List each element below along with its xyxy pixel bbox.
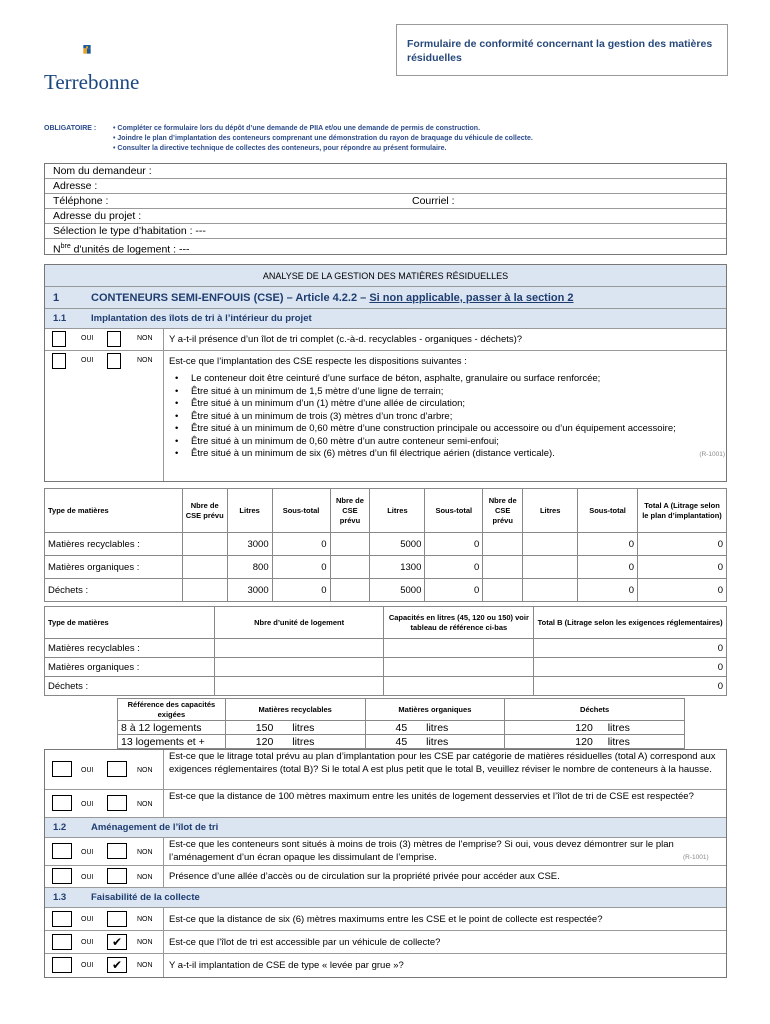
table-row [118, 721, 685, 735]
table-row [45, 579, 727, 602]
table-cell: 800 [227, 556, 272, 579]
non-label: NON [137, 962, 153, 969]
obligatoire-item: • Joindre le plan d’implantation des conteneurs comprenant une démonstration du rayon de braquage du véhicule de collecte. [113, 135, 533, 142]
table-cell: 0 [578, 556, 638, 579]
section-1-3-header [45, 888, 726, 908]
section-1-3-title: Faisabilité de la collecte [91, 892, 200, 903]
oui-label: OUI [81, 801, 94, 808]
table-cell: 0 [638, 533, 727, 556]
table-header: Nbre d’unité de logement [214, 607, 384, 639]
table-cell: 5000 [370, 533, 425, 556]
input-cell[interactable] [330, 579, 370, 602]
list-item: • Être situé à un minimum de six (6) mètres d’un fil électrique aérien (distance verticale). (R-1001) [171, 448, 711, 461]
table-cell [225, 735, 365, 749]
table-cell: 13 logements et + [118, 735, 226, 749]
oui-label: OUI [81, 939, 94, 946]
table-cell [505, 721, 685, 735]
telephone-label: Téléphone : [53, 195, 109, 207]
question-row [45, 351, 726, 481]
table-cell: 0 [534, 639, 727, 658]
table-cell: 0 [578, 579, 638, 602]
reference-table [117, 698, 685, 749]
table-cell: Matières organiques : [45, 556, 183, 579]
oui-checkbox[interactable] [52, 868, 72, 884]
oui-checkbox[interactable] [52, 795, 72, 811]
obligatoire-label: OBLIGATOIRE : [44, 125, 97, 132]
nbre-suffix: d'unités de logement : --- [70, 243, 190, 256]
section-1-number: 1 [53, 292, 60, 304]
table-cell: Déchets : [45, 677, 215, 696]
table-cell: 8 à 12 logements [118, 721, 226, 735]
table-header: Sous-total [578, 489, 638, 533]
input-cell[interactable] [384, 639, 534, 658]
input-cell[interactable] [214, 639, 384, 658]
question-row [45, 866, 726, 888]
table-cell: 0 [425, 556, 483, 579]
table-header: Matières organiques [365, 699, 505, 721]
oui-label: OUI [81, 916, 94, 923]
table-header-row [45, 489, 727, 533]
list-item-text: Être situé à un minimum de 0,60 mètre d’une construction principale ou accessoire ou d’un équipement accessoire; [191, 423, 676, 434]
non-label: NON [137, 357, 153, 364]
table-header: Total B (Litrage selon les exigences réglementaires) [534, 607, 727, 639]
table-cell: 0 [638, 579, 727, 602]
list-item-text: Être situé à un minimum de 0,60 mètre d’un autre conteneur semi-enfoui; [191, 435, 499, 447]
nbre-sup: bre [60, 243, 71, 250]
input-cell[interactable] [483, 533, 523, 556]
question-text: Est-ce que le litrage total prévu au plan d’implantation pour les CSE par catégorie de matières résiduelles (total A) correspond aux exigences réglementaires (total B)? Si le total A est plus petit que le total B, veuillez réviser le nombre de conteneurs à la hausse. [169, 751, 716, 775]
input-cell[interactable] [523, 579, 578, 602]
list-item-text: Être situé à un minimum de 1,5 mètre d’une ligne de terrain; [191, 385, 444, 397]
telephone-field[interactable] [45, 194, 726, 209]
value: 45 [395, 721, 408, 734]
question-text: Présence d’une allée d’accès ou de circulation sur la propriété privée pour accéder aux CSE. [169, 871, 560, 882]
table-cell: 0 [272, 556, 330, 579]
table-cell: 0 [534, 677, 727, 696]
non-label: NON [137, 939, 153, 946]
table-cell: 0 [272, 533, 330, 556]
oui-checkbox[interactable] [52, 331, 66, 347]
input-cell[interactable] [330, 556, 370, 579]
non-checkbox[interactable]: ✔ [107, 957, 127, 973]
non-checkbox[interactable] [107, 868, 127, 884]
oui-checkbox[interactable] [52, 761, 72, 777]
unites-logement-select[interactable] [45, 239, 726, 254]
oui-label: OUI [81, 962, 94, 969]
section-1-header [45, 287, 726, 309]
non-label: NON [137, 849, 153, 856]
reference-code: (R-1001) [699, 451, 725, 458]
value: 120 [575, 721, 593, 734]
non-label: NON [137, 801, 153, 808]
question-text: Est-ce que la distance de 100 mètres maximum entre les unités de logement desservies et l’îlot de tri de CSE est respectée? [169, 791, 694, 802]
unit: litres [607, 735, 630, 748]
unit: litres [292, 735, 315, 748]
reference-code: (R-1001) [683, 854, 709, 861]
oui-label: OUI [81, 357, 94, 364]
answer-cell [45, 750, 164, 789]
question-text: Est-ce que l’implantation des CSE respecte les dispositions suivantes : [169, 356, 467, 367]
analyse-title: ANALYSE DE LA GESTION DES MATIÈRES RÉSIDUELLES [45, 265, 726, 287]
table-cell: 0 [272, 579, 330, 602]
input-cell[interactable] [384, 658, 534, 677]
input-cell[interactable] [214, 658, 384, 677]
question-text: Est-ce que les conteneurs sont situés à moins de trois (3) mètres de l’emprise? Si oui, vous devez démontrer sur le plan l’aménagement d’un écran opaque les dissimulant de l’emprise. [169, 839, 674, 863]
type-habitation-select[interactable] [45, 224, 726, 239]
non-checkbox[interactable] [107, 795, 127, 811]
non-checkbox[interactable] [107, 331, 121, 347]
table-cell: 3000 [227, 579, 272, 602]
list-item-text: Être situé à un minimum de trois (3) mètres d’un tronc d’arbre; [191, 410, 453, 422]
table-row [45, 639, 727, 658]
unit: litres [426, 735, 449, 748]
answer-cell [45, 866, 164, 887]
section-1-2-header [45, 818, 726, 838]
table-b [44, 606, 727, 696]
section-1-2-title: Aménagement de l’îlot de tri [91, 822, 219, 833]
value: 150 [255, 721, 274, 734]
table-header: Litres [370, 489, 425, 533]
answer-cell [45, 954, 164, 977]
unit: litres [607, 721, 630, 734]
question-text: Est-ce que l’îlot de tri est accessible par un véhicule de collecte? [169, 937, 441, 948]
table-header: Total A (Litrage selon le plan d’implantation) [638, 489, 727, 533]
list-item-text: Être situé à un minimum de six (6) mètres d’un fil électrique aérien (distance verticale). [191, 448, 555, 459]
table-header-row [45, 607, 727, 639]
table-header: Litres [227, 489, 272, 533]
logo-text: Terrebonne [44, 70, 140, 94]
table-cell [365, 721, 505, 735]
list-item-text: Être situé à un minimum d’un (1) mètre d’une allée de circulation; [191, 398, 466, 409]
answer-cell [45, 908, 164, 930]
bottom-questions [44, 749, 727, 978]
input-cell[interactable] [483, 556, 523, 579]
table-cell: 0 [534, 658, 727, 677]
table-header: Nbre de CSE prévu [483, 489, 523, 533]
input-cell[interactable] [330, 533, 370, 556]
form-title: Formulaire de conformité concernant la gestion des matières résiduelles [396, 24, 728, 76]
table-cell [365, 735, 505, 749]
table-header: Type de matières [45, 489, 183, 533]
value: 120 [255, 735, 274, 748]
table-cell [225, 721, 365, 735]
value: 120 [575, 735, 593, 748]
table-cell: 0 [578, 533, 638, 556]
section-1-1-header [45, 309, 726, 329]
dispositions-list [171, 373, 725, 461]
table-cell: Matières recyclables : [45, 533, 183, 556]
non-label: NON [137, 335, 153, 342]
list-item: • Être situé à un minimum d’un (1) mètre d’une allée de circulation; [175, 398, 466, 409]
question-row [45, 908, 726, 931]
list-item: • Être situé à un minimum de 0,60 mètre d’une construction principale ou accessoire ou d’un équipement accessoire; [175, 423, 676, 434]
unit: litres [426, 721, 449, 734]
table-row [45, 556, 727, 579]
non-label: NON [137, 874, 153, 881]
question-row [45, 790, 726, 818]
non-label: NON [137, 916, 153, 923]
section-1-3-number: 1.3 [53, 892, 67, 903]
table-row [45, 677, 727, 696]
table-cell: Matières organiques : [45, 658, 215, 677]
table-cell: 0 [425, 579, 483, 602]
table-row [45, 533, 727, 556]
table-row [45, 658, 727, 677]
section-1-1-number: 1.1 [53, 313, 67, 324]
non-checkbox[interactable] [107, 761, 127, 777]
table-row [118, 735, 685, 749]
value: 45 [395, 735, 408, 748]
section-1-2-number: 1.2 [53, 822, 67, 833]
table-header: Nbre de CSE prévu [330, 489, 370, 533]
table-header-row [118, 699, 685, 721]
table-header: Capacités en litres (45, 120 ou 150) voir tableau de référence ci-bas [384, 607, 534, 639]
oui-label: OUI [81, 874, 94, 881]
table-cell: 1300 [370, 556, 425, 579]
question-row [45, 750, 726, 790]
adresse-field[interactable] [45, 179, 726, 194]
list-item: • Le conteneur doit être ceinturé d’une surface de béton, asphalte, granulaire ou surface renforcée; [175, 373, 601, 384]
list-item: • Être situé à un minimum de 0,60 mètre d’un autre conteneur semi-enfoui; [175, 435, 499, 447]
table-cell: Déchets : [45, 579, 183, 602]
oui-label: OUI [81, 335, 94, 342]
input-cell[interactable] [182, 556, 227, 579]
section-1-title-text: CONTENEURS SEMI-ENFOUIS (CSE) – Article 4.2.2 – [91, 292, 370, 304]
question-row [45, 329, 726, 351]
oui-checkbox[interactable] [52, 911, 72, 927]
table-header: Sous-total [272, 489, 330, 533]
question-text: Y a-t-il présence d’un îlot de tri complet (c.-à-d. recyclables - organiques - déchets)? [169, 334, 523, 345]
non-checkbox[interactable]: ✔ [107, 934, 127, 950]
table-header: Nbre de CSE prévu [182, 489, 227, 533]
table-cell: 0 [638, 556, 727, 579]
section-1-title [91, 287, 574, 309]
answer-cell [45, 351, 164, 481]
input-cell[interactable] [483, 579, 523, 602]
analyse-section [44, 264, 727, 482]
unit: litres [292, 721, 315, 734]
table-header: Sous-total [425, 489, 483, 533]
table-cell: 3000 [227, 533, 272, 556]
table-header: Litres [523, 489, 578, 533]
nom-label: Nom du demandeur : [53, 165, 152, 177]
list-item: • Être situé à un minimum de 1,5 mètre d’une ligne de terrain; [175, 385, 444, 397]
input-cell[interactable] [384, 677, 534, 696]
input-cell[interactable] [182, 579, 227, 602]
non-checkbox[interactable] [107, 911, 127, 927]
courriel-label: Courriel : [412, 195, 455, 207]
table-header: Matières recyclables [225, 699, 365, 721]
input-cell[interactable] [182, 533, 227, 556]
skip-section-link[interactable]: Si non applicable, passer à la section 2 [369, 292, 574, 304]
obligatoire-item: • Consulter la directive technique de collectes des conteneurs, pour répondre au présent formulaire. [113, 145, 447, 152]
input-cell[interactable] [523, 556, 578, 579]
list-item-text: Le conteneur doit être ceinturé d’une surface de béton, asphalte, granulaire ou surface renforcée; [191, 373, 601, 384]
list-item: • Être situé à un minimum de trois (3) mètres d’un tronc d’arbre; [175, 410, 453, 422]
terrebonne-logo [80, 34, 120, 68]
table-header: Type de matières [45, 607, 215, 639]
oui-label: OUI [81, 849, 94, 856]
non-checkbox[interactable] [107, 353, 121, 369]
table-cell: 5000 [370, 579, 425, 602]
input-cell[interactable] [214, 677, 384, 696]
obligatoire-notes [44, 124, 744, 156]
answer-cell [45, 790, 164, 817]
input-cell[interactable] [523, 533, 578, 556]
answer-cell [45, 329, 164, 350]
oui-checkbox[interactable] [52, 934, 72, 950]
applicant-info [44, 163, 727, 255]
oui-checkbox[interactable] [52, 957, 72, 973]
answer-cell [45, 931, 164, 953]
answer-cell [45, 838, 164, 865]
non-checkbox[interactable] [107, 843, 127, 859]
oui-label: OUI [81, 767, 94, 774]
non-label: NON [137, 767, 153, 774]
nom-field[interactable] [45, 164, 726, 179]
question-row [45, 931, 726, 954]
table-header: Référence des capacités exigées [118, 699, 226, 721]
adresse-projet-field[interactable] [45, 209, 726, 224]
section-1-1-title: Implantation des îlots de tri à l’intérieur du projet [91, 313, 312, 324]
oui-checkbox[interactable] [52, 843, 72, 859]
question-row [45, 838, 726, 866]
oui-checkbox[interactable] [52, 353, 66, 369]
adresse-projet-label: Adresse du projet : [53, 210, 142, 222]
question-text: Y a-t-il implantation de CSE de type « levée par grue »? [169, 960, 404, 971]
adresse-label: Adresse : [53, 180, 98, 192]
table-a [44, 488, 727, 602]
table-cell [505, 735, 685, 749]
table-cell: 0 [425, 533, 483, 556]
table-header: Déchets [505, 699, 685, 721]
obligatoire-item: • Compléter ce formulaire lors du dépôt d’une demande de PIIA et/ou une demande de permis de construction. [113, 125, 481, 132]
question-text: Est-ce que la distance de six (6) mètres maximums entre les CSE et le point de collecte est respectée? [169, 914, 603, 925]
type-habitation-label: Sélection le type d’habitation : --- [53, 225, 206, 237]
nbre-prefix: N [53, 243, 61, 256]
table-cell: Matières recyclables : [45, 639, 215, 658]
question-row [45, 954, 726, 977]
